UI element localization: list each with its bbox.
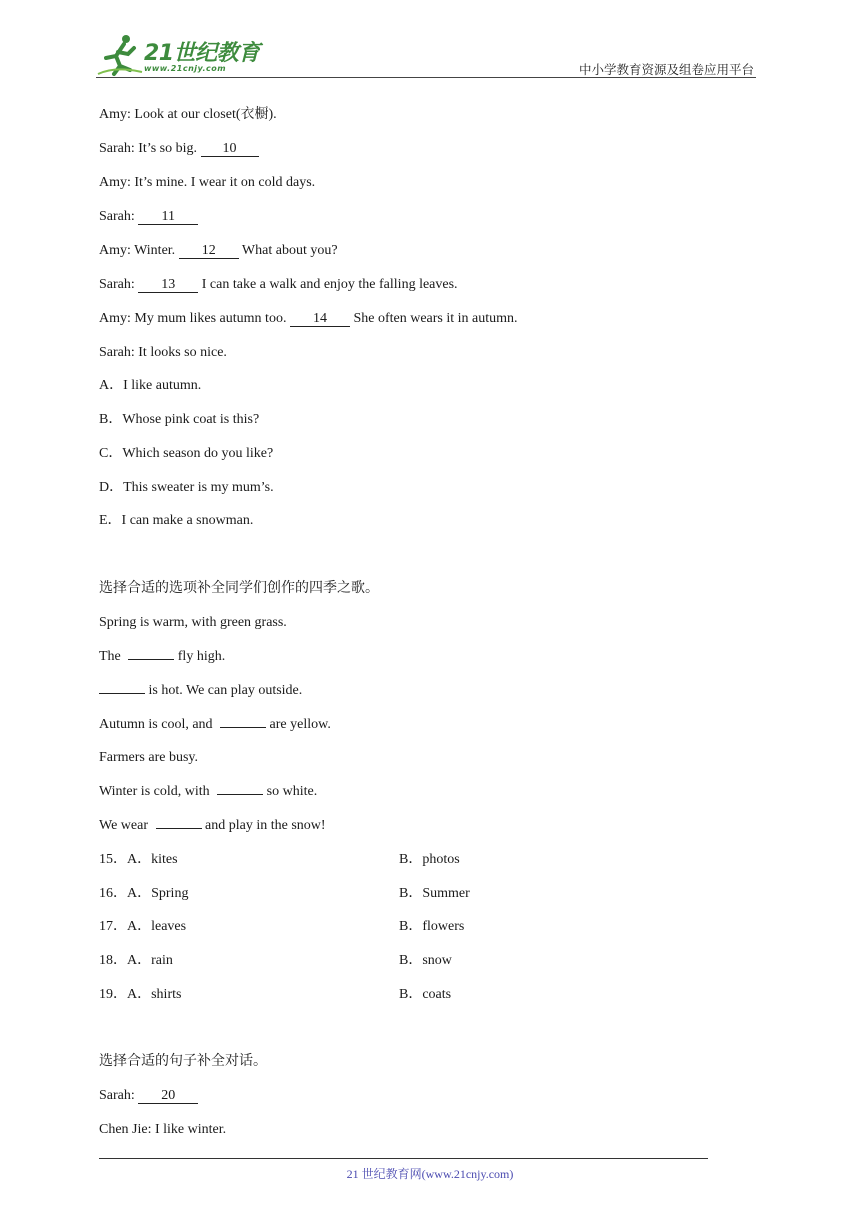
choice-b: B．snow — [399, 953, 452, 968]
option-item: E．I can make a snowman. — [99, 513, 254, 528]
answer-blank — [217, 794, 263, 795]
dialogue-line: Chen Jie: I like winter. — [99, 1122, 227, 1137]
choice-a: 15．A．kites — [99, 852, 178, 867]
option-item: D．This sweater is my mum’s. — [99, 480, 274, 495]
page-header — [96, 30, 756, 80]
dialogue-line: Amy: It’s mine. I wear it on cold days. — [99, 175, 316, 190]
choice-b: B．coats — [399, 987, 452, 1002]
dialogue-line: Sarah: 11 — [99, 208, 198, 226]
dialogue-line: Amy: Look at our closet(衣橱). — [99, 107, 277, 122]
section-instruction: 选择合适的句子补全对话。 — [99, 1054, 267, 1069]
poem-line: We wear and play in the snow! — [99, 818, 326, 833]
option-item: B．Whose pink coat is this? — [99, 412, 260, 427]
section-instruction: 选择合适的选项补全同学们创作的四季之歌。 — [99, 581, 379, 596]
poem-line: The fly high. — [99, 649, 226, 664]
answer-blank: 11 — [138, 210, 198, 225]
answer-blank: 12 — [179, 244, 239, 259]
dialogue-line: Sarah: 13 I can take a walk and enjoy the falling leaves. — [99, 277, 458, 292]
dialogue-line: Sarah: It’s so big. 10 — [99, 140, 259, 158]
choice-b: B．Summer — [399, 886, 470, 901]
dialogue-line: Amy: Winter. 12 What about you? — [99, 243, 338, 258]
answer-blank: 20 — [138, 1089, 198, 1104]
answer-blank — [99, 693, 145, 694]
site-logo — [96, 30, 266, 78]
answer-blank: 10 — [201, 142, 259, 157]
poem-line: is hot. We can play outside. — [99, 682, 302, 700]
choice-a: 16．A．Spring — [99, 886, 189, 901]
choice-a: 17．A．leaves — [99, 919, 187, 934]
poem-line: Farmers are busy. — [99, 750, 199, 765]
dialogue-line: Sarah: It looks so nice. — [99, 345, 227, 360]
footer-divider — [99, 1158, 708, 1159]
poem-line: Autumn is cool, and are yellow. — [99, 717, 331, 732]
answer-blank: 14 — [290, 312, 350, 327]
header-divider — [96, 77, 756, 78]
running-figure-icon — [96, 30, 144, 78]
option-item: C．Which season do you like? — [99, 446, 274, 461]
dialogue-line: Amy: My mum likes autumn too. 14 She often wears it in autumn. — [99, 311, 518, 326]
footer-link[interactable]: 21 世纪教育网(www.21cnjy.com) — [346, 1167, 514, 1181]
choice-b: B．flowers — [399, 919, 465, 934]
choice-a: 18．A．rain — [99, 953, 173, 968]
platform-title: 中小学教育资源及组卷应用平台 — [578, 63, 754, 77]
answer-blank — [220, 727, 266, 728]
poem-line: Spring is warm, with green grass. — [99, 615, 287, 630]
answer-blank — [156, 828, 202, 829]
logo-url: www.21cnjy.com — [144, 64, 227, 73]
dialogue-line: Sarah: 20 — [99, 1087, 198, 1105]
option-item: A．I like autumn. — [99, 378, 202, 393]
choice-a: 19．A．shirts — [99, 987, 182, 1002]
logo-text: 21世纪教育 — [144, 41, 260, 66]
poem-line: Winter is cold, with so white. — [99, 784, 318, 799]
answer-blank: 13 — [138, 278, 198, 293]
choice-b: B．photos — [399, 852, 460, 867]
answer-blank — [128, 659, 174, 660]
